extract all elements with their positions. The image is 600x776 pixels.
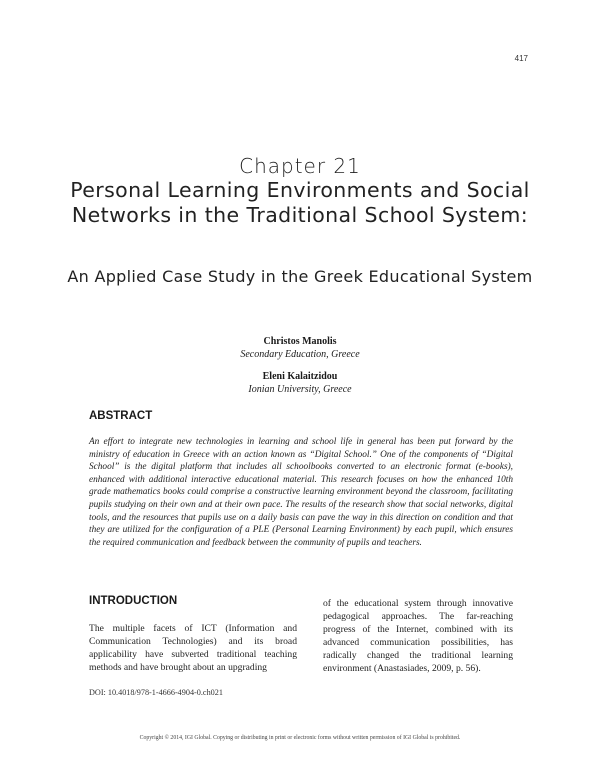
introduction-heading: INTRODUCTION [89, 595, 178, 607]
abstract-heading: ABSTRACT [89, 410, 153, 422]
chapter-title: Personal Learning Environments and Social Networks in the Traditional School System: [70, 178, 530, 227]
abstract-text: An effort to integrate new technologies in learning and school life in general has been put forward by the ministry of education in Greece with an action known as “Digital School.” One of the components of “Digital School” is the digital platform that includes all schoolbooks converted to an electronic format (e-books), enhanced with additional interactive educational material. This research focuses on how the enhanced 10th grade mathematics books could comprise a constructive learning environment beyond the classroom, facilitating pupils studying on their own and at their own pace. The results of the research show that social networks, digital tools, and the resources that pupils use on a daily basis can pave the way in this direction on condition and that they are utilized for the configuration of a PLE (Personal Learning Environment) by each pupil, which ensures the required communication and feedback between the community of pupils and teachers. [89, 437, 513, 548]
copyright-notice: Copyright © 2014, IGI Global. Copying or distributing in print or electronic forms without written permission of IGI Global is prohibited. [139, 735, 461, 741]
chapter-subtitle: An Applied Case Study in the Greek Educational System [67, 267, 533, 286]
doi: DOI: 10.4018/978-1-4666-4904-0.ch021 [89, 688, 223, 697]
chapter-label: Chapter 21 [239, 154, 361, 178]
author-affiliation: Ionian University, Greece [248, 384, 352, 395]
author-name: Christos Manolis [263, 336, 337, 347]
author-affiliation: Secondary Education, Greece [240, 349, 360, 360]
introduction-right-column: of the educational system through innovative pedagogical approaches. The far-reaching progress of the Internet, combined with its advanced communication possibilities, has radically changed the traditional learning environment (Anastasiades, 2009, p. 56). [323, 598, 513, 674]
author-name: Eleni Kalaitzidou [262, 371, 338, 382]
introduction-left-column: The multiple facets of ICT (Information and Communication Technologies) and its broad applicability have subverted traditional teaching methods and have brought about an upgrading [89, 623, 297, 673]
page-number: 417 [514, 54, 528, 63]
